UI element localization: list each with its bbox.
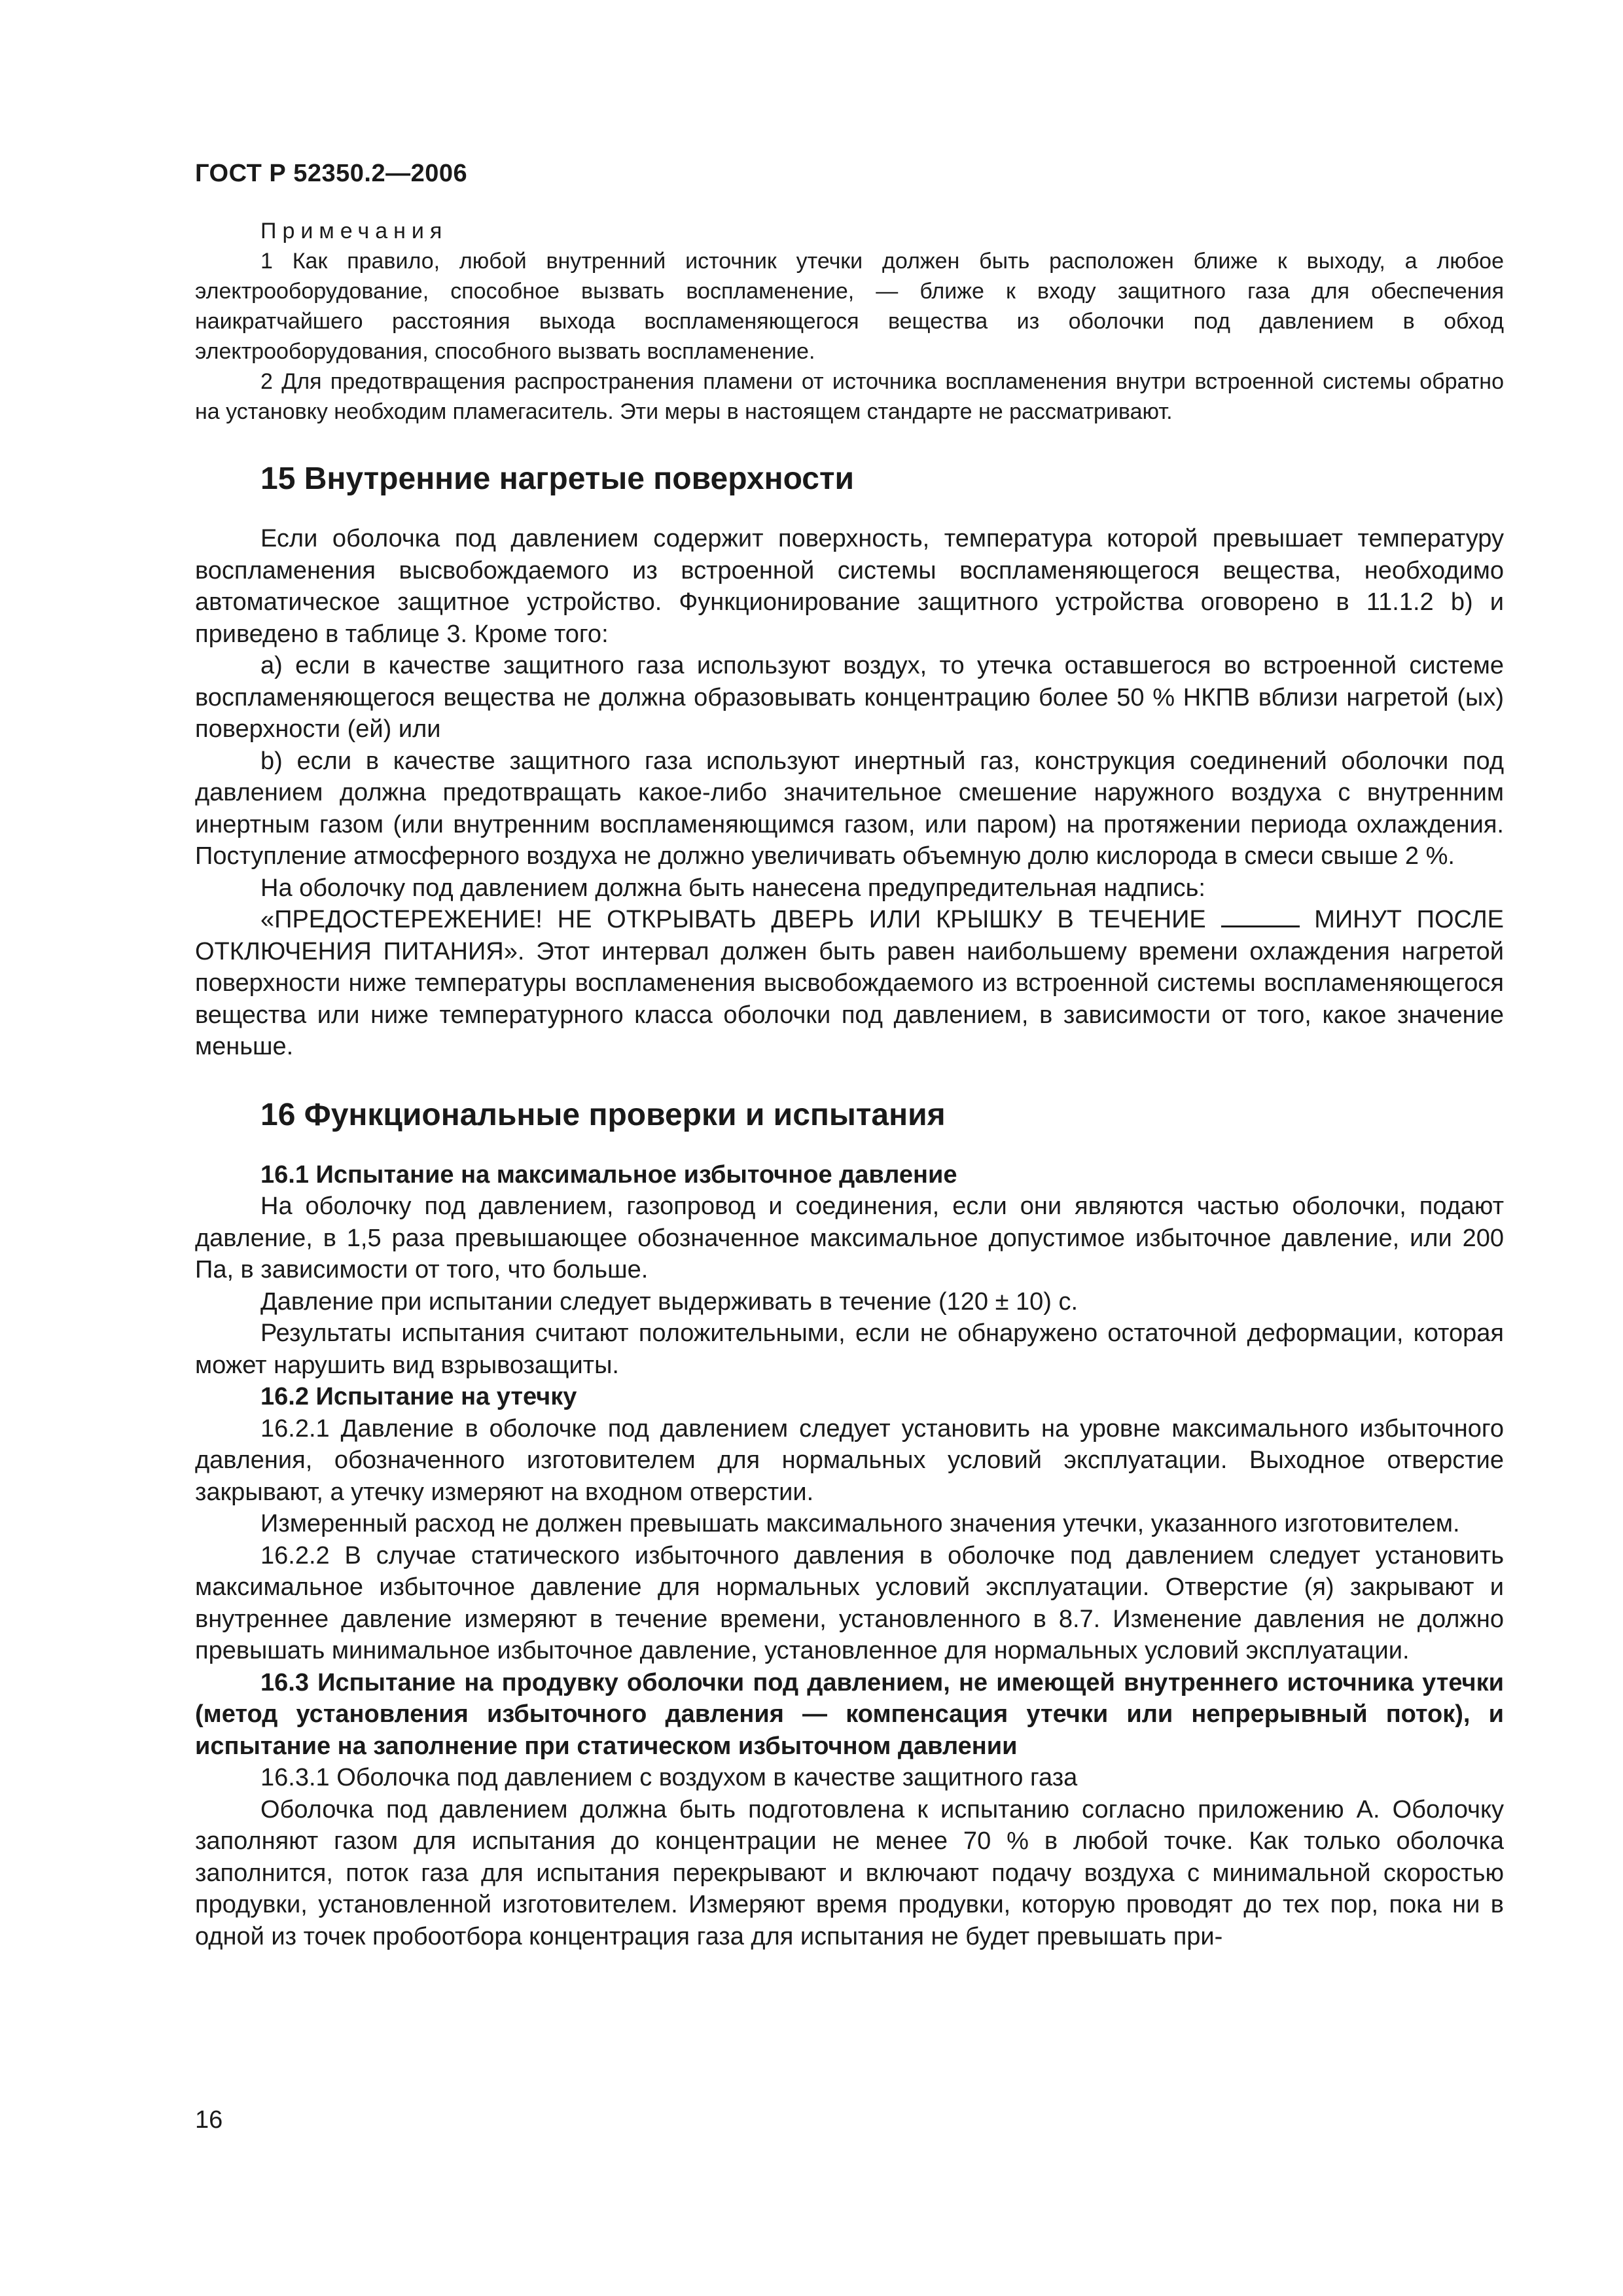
blank-line: [1221, 906, 1300, 927]
section-15-item-a: a) если в качестве защитного газа используют воздух, то утечка оставшегося во встроенной системе воспламеняющегося вещества не должна образовывать концентрацию более 50 % НКПВ вблизи нагретой (ых) поверхности (ей) или: [195, 652, 1504, 743]
subsection-16-2-title: 16.2 Испытание на утечку: [260, 1383, 577, 1410]
note-item-2: 2 Для предотвращения распространения пламени от источника воспламенения внутри встроенной системы обратно на установку необходим пламегаситель. Эти меры в настоящем стандарте не рассматривают.: [195, 369, 1504, 424]
subsection-16-1-title: 16.1 Испытание на максимальное избыточное давление: [260, 1160, 957, 1189]
section-15-body: [195, 523, 1504, 1063]
notes-title: Примечания: [260, 219, 448, 243]
subsection-16-2-1-paragraph-1: 16.2.1 Давление в оболочке под давлением следует установить на уровне максимального избыточного давления, обозначенного изготовителем для нормальных условий эксплуатации. Выходное отверстие закрывают, а утечку измеряют на входном отверстии.: [195, 1414, 1504, 1506]
page-number: 16: [195, 2106, 223, 2134]
page-content: [195, 216, 1504, 1952]
subsection-16-3-title: 16.3 Испытание на продувку оболочки под давлением, не имеющей внутреннего источника утечки (метод установления избыточного давления — компенсация утечки или непрерывный поток), и испытание на заполнение при статическом избыточном давлении: [195, 1668, 1504, 1760]
section-16-title: 16 Функциональные проверки и испытания: [260, 1097, 946, 1132]
section-15-item-b: b) если в качестве защитного газа используют инертный газ, конструкция соединений оболочки под давлением должна предотвращать какое-либо значительное смешение наружного воздуха с внутренним инертным газом (или внутренним воспламеняющимся газом, или паром) на протяжении периода охлаждения. Поступление атмосферного воздуха не должно увеличивать объемную долю кислорода в смеси свыше 2 %.: [195, 747, 1504, 870]
subsection-16-3-1-title: 16.3.1 Оболочка под давлением с воздухом в качестве защитного газа: [260, 1764, 1078, 1791]
subsection-16-1-paragraph-1: На оболочку под давлением, газопровод и соединения, если они являются частью оболочки, подают давление, в 1,5 раза превышающее обозначенное максимальное допустимое избыточное давление, или 200 Па, в зависимости от того, что больше.: [195, 1193, 1504, 1283]
note-item-1: 1 Как правило, любой внутренний источник утечки должен быть расположен ближе к выходу, а любое электрооборудование, способное вызвать воспламенение, — ближе к входу защитного газа для обеспечения наикратчайшего расстояния выхода воспламеняющегося вещества из оболочки под давлением в обход электрооборудования, способного вызвать воспламенение.: [195, 249, 1504, 364]
section-15-paragraph-1: Если оболочка под давлением содержит поверхность, температура которой превышает температуру воспламенения высвобождаемого из встроенной системы воспламеняющегося вещества, необходимо автоматическое защитное устройство. Функционирование защитного устройства оговорено в 11.1.2 b) и приведено в таблице 3. Кроме того:: [195, 525, 1504, 648]
section-16-body: [195, 1159, 1504, 1953]
section-15-title: 15 Внутренние нагретые поверхности: [260, 461, 854, 496]
section-15-warning-text: [195, 904, 1504, 1063]
subsection-16-3-1-paragraph-1: Оболочка под давлением должна быть подготовлена к испытанию согласно приложению А. Оболочку заполняют газом для испытания до концентрации не менее 70 % в любой точке. Как только оболочка заполнится, поток газа для испытания перекрывают и включают подачу воздуха с минимальной скоростью продувки, установленной изготовителем. Измеряют время продувки, которую проводят до тех пор, пока ни в одной из точек пробоотбора концентрация газа для испытания не будет превышать при-: [195, 1795, 1504, 1950]
subsection-16-2-2-paragraph-1: 16.2.2 В случае статического избыточного давления в оболочке под давлением следует установить максимальное избыточное давление для нормальных условий эксплуатации. Отверстие (я) закрывают и внутреннее давление измеряют в течение времени, установленного в 8.7. Изменение давления не должно превышать минимальное избыточное давление, установленное для нормальных условий эксплуатации.: [195, 1541, 1504, 1664]
notes-block: [195, 216, 1504, 427]
subsection-16-1-paragraph-2: Давление при испытании следует выдерживать в течение (120 ± 10) с.: [260, 1287, 1079, 1316]
document-code: ГОСТ Р 52350.2—2006: [195, 160, 468, 187]
warning-text-part-2: МИНУТ ПОСЛЕ ОТКЛЮЧЕНИЯ ПИТАНИЯ». Этот интервал должен быть равен наибольшему времени охлаждения нагретой поверхности ниже температуры воспламенения высвобождаемого из встроенной системы воспламеняющегося вещества или ниже температурного класса оболочки под давлением, в зависимости от того, какое значение меньше.: [195, 906, 1505, 1060]
warning-text-part-1: «ПРЕДОСТЕРЕЖЕНИЕ! НЕ ОТКРЫВАТЬ ДВЕРЬ ИЛИ КРЫШКУ В ТЕЧЕНИЕ: [260, 906, 1206, 933]
subsection-16-1-paragraph-3: Результаты испытания считают положительными, если не обнаружено остаточной деформации, которая может нарушить вид взрывозащиты.: [195, 1319, 1504, 1379]
subsection-16-2-1-paragraph-2: Измеренный расход не должен превышать максимального значения утечки, указанного изготовителем.: [260, 1510, 1460, 1537]
section-15-warning-intro: На оболочку под давлением должна быть нанесена предупредительная надпись:: [260, 874, 1205, 902]
